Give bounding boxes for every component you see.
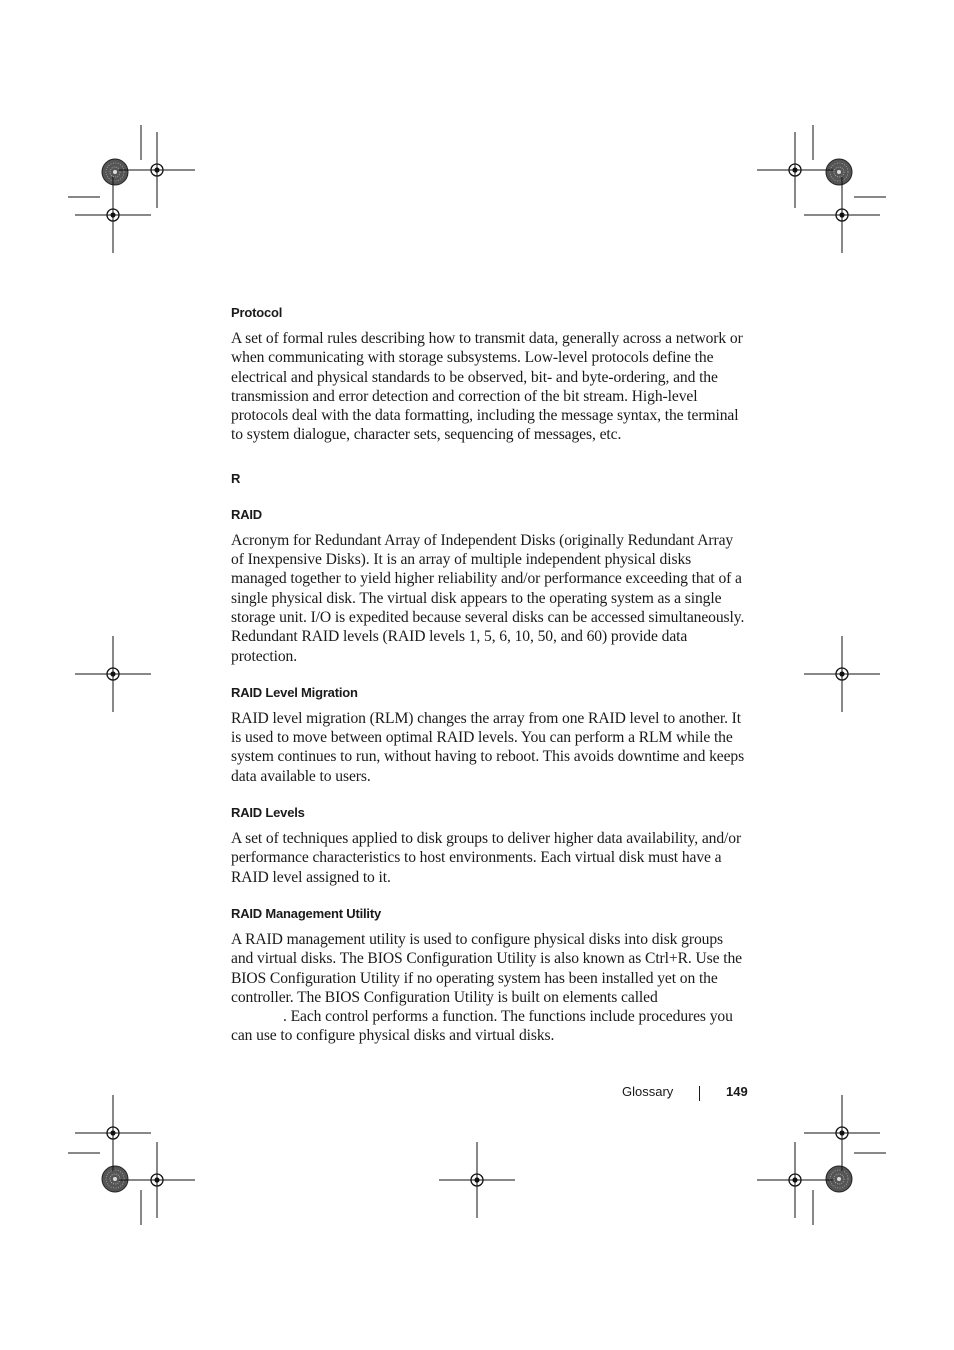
term-definition-protocol: A set of formal rules describing how to transmit data, generally across a network or when communicating with storage subsystems. Low-level protocols define the electrical and physical standards to be observed, bit- and byte-ordering, and the transmission and error detection and correction of the bit stream. High-level protocols deal with the data formatting, including the message syntax, the terminal to system dialogue, character sets, sequencing of messages, etc. bbox=[231, 330, 743, 444]
term-definition-raid: Acronym for Redundant Array of Independent Disks (originally Redundant Array of Inexpensive Disks). It is an array of multiple independent physical disks managed together to yield higher reliability and/or performance exceeding that of a single physical disk. The virtual disk appears to the operating system as a single storage unit. I/O is expedited because several disks can be accessed simultaneously. Redundant RAID levels (RAID levels 1, 5, 6, 10, 50, and 60) provide data protection. bbox=[231, 531, 745, 665]
footer-section-label: Glossary bbox=[622, 1084, 674, 1099]
term-heading-raid: RAID bbox=[231, 506, 262, 522]
term-heading-raid-level-migration: RAID Level Migration bbox=[231, 684, 358, 700]
page-footer bbox=[0, 1084, 954, 1104]
definition-text-part-2: . Each control performs a function. The functions include procedures you can use to configure physical disks and virtual disks. bbox=[231, 1008, 733, 1045]
term-heading-raid-levels: RAID Levels bbox=[231, 805, 305, 821]
term-definition-raid-levels: A set of techniques applied to disk groups to deliver higher data availability, and/or performance characteristics to host environments. Each virtual disk must have a RAID level assigned to it. bbox=[231, 830, 742, 886]
glossary-content bbox=[231, 305, 746, 1065]
term-heading-raid-management-utility: RAID Management Utility bbox=[231, 905, 381, 921]
term-definition-raid-management-utility bbox=[231, 930, 746, 1046]
footer-separator bbox=[699, 1086, 700, 1101]
definition-text-part-1: A RAID management utility is used to configure physical disks into disk groups and virtual disks. The BIOS Configuration Utility is also known as Ctrl+R. Use the BIOS Configuration Utility if no operating system has been installed yet on the controller. The BIOS Configuration Utility is built on elements called bbox=[231, 930, 742, 1006]
letter-heading-r: R bbox=[231, 470, 241, 486]
term-definition-raid-level-migration: RAID level migration (RLM) changes the array from one RAID level to another. It is used to move between optimal RAID levels. You can perform a RLM while the system continues to run, without having to reboot. This avoids downtime and keeps data available to users. bbox=[231, 709, 745, 785]
page-number: 149 bbox=[726, 1084, 748, 1099]
term-heading-protocol: Protocol bbox=[231, 305, 283, 320]
